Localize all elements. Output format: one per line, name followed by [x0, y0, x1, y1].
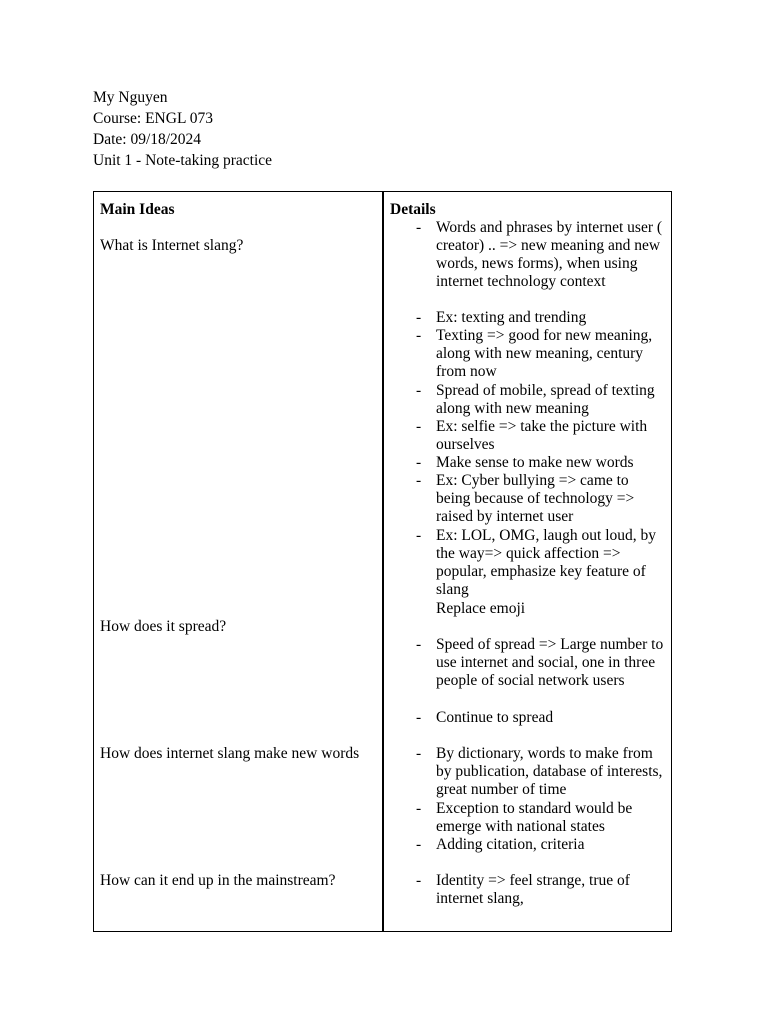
- detail-item: [416, 219, 666, 291]
- replace-emoji-note: Replace emoji: [436, 600, 526, 617]
- detail-text: Ex: Cyber bullying => came to being because of technology => raised by internet user: [436, 472, 635, 526]
- detail-text: Ex: LOL, OMG, laugh out loud, by the way=> quick affection => popular, emphasize key feature of slang: [436, 527, 656, 599]
- main-ideas-header: Main Ideas: [100, 201, 175, 218]
- detail-item: [416, 527, 666, 599]
- detail-text: Ex: selfie => take the picture with ourselves: [436, 418, 648, 454]
- dash-bullet: -: [416, 309, 422, 326]
- detail-text: By dictionary, words to make from by publication, database of interests, great number of time: [436, 745, 663, 799]
- course-line: Course: ENGL 073: [93, 110, 213, 127]
- detail-text: Texting => good for new meaning, along with new meaning, century from now: [436, 327, 653, 381]
- column-divider: [382, 192, 384, 931]
- dash-bullet: -: [416, 327, 422, 344]
- dash-bullet: -: [416, 872, 422, 889]
- dash-bullet: -: [416, 382, 422, 399]
- detail-item: [416, 836, 666, 854]
- dash-bullet: -: [416, 527, 422, 544]
- detail-text: Speed of spread => Large number to use internet and social, one in three people of social network users: [436, 636, 664, 690]
- detail-item: [416, 382, 666, 418]
- detail-item: [416, 309, 666, 327]
- detail-item: [416, 327, 666, 381]
- detail-item: [416, 800, 666, 836]
- main-idea-1: What is Internet slang?: [100, 237, 244, 254]
- dash-bullet: -: [416, 709, 422, 726]
- detail-item: [416, 709, 666, 727]
- dash-bullet: -: [416, 454, 422, 471]
- detail-text: Continue to spread: [436, 709, 554, 726]
- detail-text: Adding citation, criteria: [436, 836, 585, 853]
- notes-table: [93, 191, 672, 932]
- detail-text: Exception to standard would be emerge with national states: [436, 800, 633, 836]
- detail-text: Words and phrases by internet user ( creator) .. => new meaning and new words, news forms), when using internet technology context: [436, 219, 663, 291]
- details-column: [390, 192, 672, 931]
- detail-item: [416, 745, 666, 799]
- dash-bullet: -: [416, 745, 422, 762]
- detail-item: [416, 454, 666, 472]
- detail-item: [416, 472, 666, 526]
- detail-item: [416, 872, 666, 908]
- main-idea-3: How does internet slang make new words: [100, 745, 360, 762]
- dash-bullet: -: [416, 636, 422, 653]
- detail-text: Identity => feel strange, true of internet slang,: [436, 872, 630, 908]
- detail-item: [416, 418, 666, 454]
- unit-line: Unit 1 - Note-taking practice: [93, 152, 273, 169]
- main-idea-4: How can it end up in the mainstream?: [100, 872, 336, 889]
- main-idea-2: How does it spread?: [100, 618, 227, 635]
- dash-bullet: -: [416, 219, 422, 236]
- detail-text: Ex: texting and trending: [436, 309, 587, 326]
- detail-text: Make sense to make new words: [436, 454, 634, 471]
- detail-text: Spread of mobile, spread of texting along with new meaning: [436, 382, 655, 418]
- date-line: Date: 09/18/2024: [93, 131, 202, 148]
- dash-bullet: -: [416, 472, 422, 489]
- detail-item: [416, 636, 666, 690]
- author-name: My Nguyen: [93, 89, 168, 106]
- dash-bullet: -: [416, 800, 422, 817]
- dash-bullet: -: [416, 836, 422, 853]
- dash-bullet: -: [416, 418, 422, 435]
- details-header: Details: [390, 201, 436, 218]
